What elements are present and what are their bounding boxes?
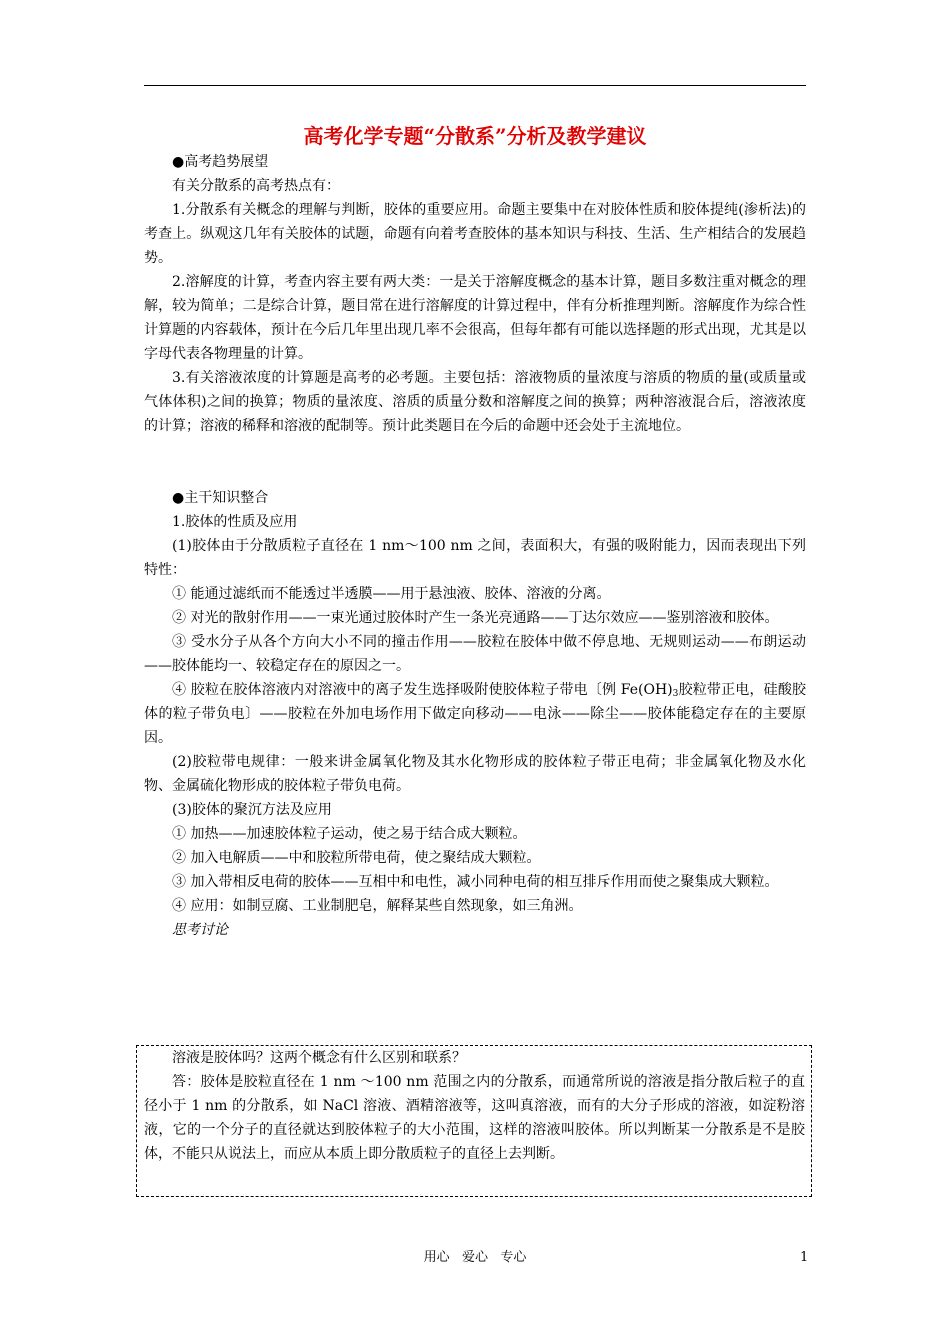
property-item-3: ③ 受水分子从各个方向大小不同的撞击作用——胶粒在胶体中做不停息地、无规则运动——布朗运动——胶体能均一、较稳定存在的原因之一。: [144, 634, 806, 674]
discussion-question: 溶液是胶体吗？这两个概念有什么区别和联系？: [172, 1050, 466, 1066]
discussion-answer: 答：胶体是胶粒直径在 1 nm ～100 nm 范围之内的分散系，而通常所说的溶液是指分散后粒子的直径小于 1 nm 的分散系，如 NaCl 溶液、酒精溶液等，这叫真溶液，而有的大分子形成的溶液，如淀粉溶液，它的一个分子的直径就达到胶体粒子的大小范围，这样的溶液叫胶体。所以判断某一分散系是不是胶体，不能只从说法上，而应从本质上即分散质粒子的直径上去判断。: [144, 1074, 805, 1162]
coagulation-application: ④ 应用：如制豆腐、工业制肥皂，解释某些自然现象，如三角洲。: [172, 898, 583, 914]
trends-paragraph-2: 2.溶解度的计算，考查内容主要有两大类：一是关于溶解度概念的基本计算，题目多数注重对概念的理解，较为简单；二是综合计算，题目常在进行溶解度的计算过程中，伴有分析推理判断。溶解度作为综合性计算题的内容载体，预计在今后几年里出现几率不会很高，但每年都有可能以选择题的形式出现，尤其是以字母代表各物理量的计算。: [144, 274, 806, 362]
header-rule: [144, 85, 806, 86]
page-number: 1: [800, 1250, 809, 1265]
coagulation-method-1: ① 加热——加速胶体粒子运动，使之易于结合成大颗粒。: [172, 826, 527, 842]
section-heading-trends: ●高考趋势展望: [172, 154, 269, 170]
property-item-1: ① 能通过滤纸而不能透过半透膜——用于悬浊液、胶体、溶液的分离。: [172, 586, 611, 602]
coagulation-heading: (3)胶体的聚沉方法及应用: [172, 802, 332, 818]
document-body: [144, 150, 806, 942]
section-spacer: [144, 438, 806, 486]
page-title: 高考化学专题“分散系”分析及教学建议: [303, 124, 647, 148]
subscript-3: 3: [672, 689, 679, 699]
coagulation-method-2: ② 加入电解质——中和胶粒所带电荷，使之聚结成大颗粒。: [172, 850, 541, 866]
property-item-2: ② 对光的散射作用——一束光通过胶体时产生一条光亮通路——丁达尔效应——鉴别溶液和胶体。: [172, 610, 779, 626]
property-item-4-post: 胶粒带正电，硅酸胶体的粒子带负电〕——胶粒在外加电场作用下做定向移动——电泳——除尘——胶体能稳定存在的主要原因。: [144, 682, 807, 746]
property-item-4: [144, 678, 806, 750]
trends-intro: 有关分散系的高考热点有：: [172, 178, 340, 194]
section-heading-knowledge: ●主干知识整合: [172, 490, 269, 506]
trends-paragraph-1: 1.分散系有关概念的理解与判断，胶体的重要应用。命题主要集中在对胶体性质和胶体提纯(渗析法)的考查上。纵观这几年有关胶体的试题，命题有向着考查胶体的基本知识与科技、生活、生产相结合的发展趋势。: [144, 202, 806, 266]
discussion-box: [136, 1045, 812, 1197]
charge-rule-paragraph: (2)胶粒带电规律：一般来讲金属氧化物及其水化物形成的胶体粒子带正电荷；非金属氧化物及水化物、金属硫化物形成的胶体粒子带负电荷。: [144, 754, 806, 794]
think-discuss-label: 思考讨论: [172, 922, 228, 938]
colloid-paragraph-1: (1)胶体由于分散质粒子直径在 1 nm～100 nm 之间，表面积大，有强的吸附能力，因而表现出下列特性：: [144, 538, 806, 578]
coagulation-method-3: ③ 加入带相反电荷的胶体——互相中和电性，减小同种电荷的相互排斥作用而使之聚集成大颗粒。: [172, 874, 779, 890]
property-item-4-pre: ④ 胶粒在胶体溶液内对溶液中的离子发生选择吸附使胶体粒子带电〔例 Fe(OH): [172, 682, 673, 698]
footer-motto: 用心 爱心 专心: [423, 1250, 527, 1265]
subheading-colloid-properties: 1.胶体的性质及应用: [172, 514, 298, 530]
trends-paragraph-3: 3.有关溶液浓度的计算题是高考的必考题。主要包括：溶液物质的量浓度与溶质的物质的量(或质量或气体体积)之间的换算；物质的量浓度、溶质的质量分数和溶解度之间的换算；两种溶液混合后，溶液浓度的计算；溶液的稀释和溶液的配制等。预计此类题目在今后的命题中还会处于主流地位。: [144, 370, 806, 434]
